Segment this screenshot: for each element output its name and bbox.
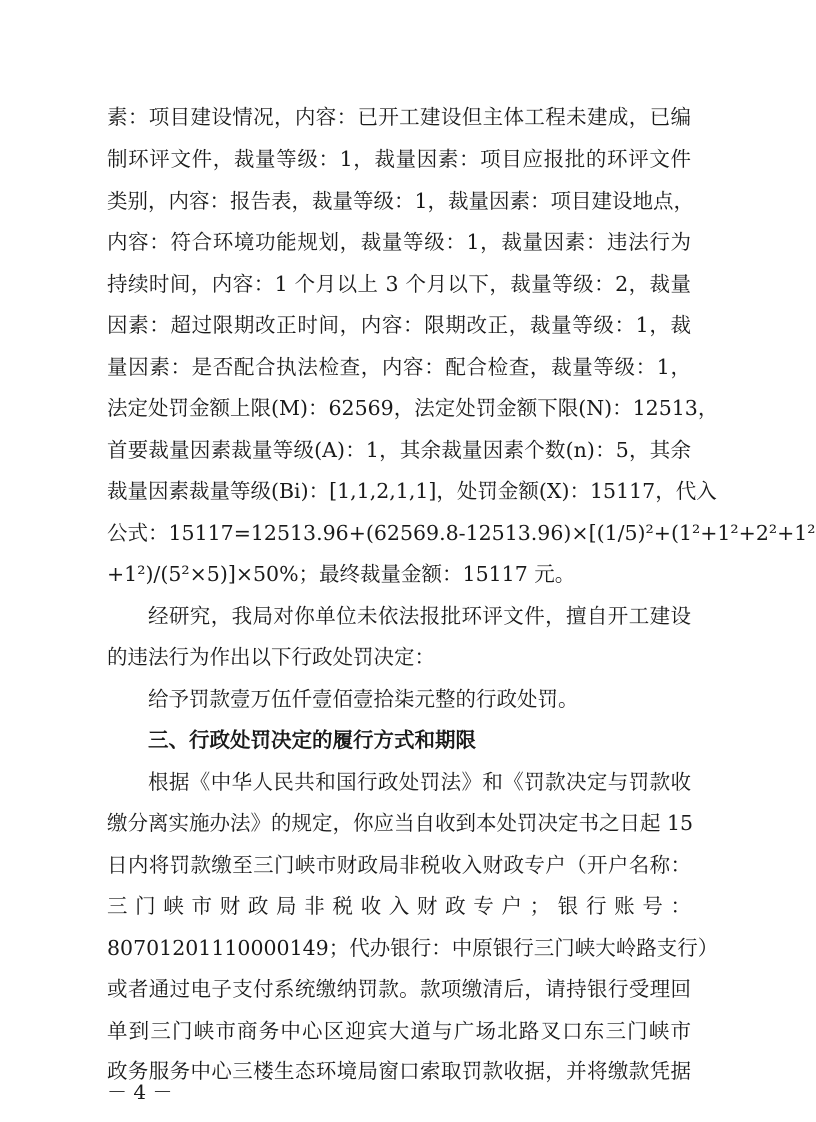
body-text-line: 类别，内容：报告表，裁量等级：1，裁量因素：项目建设地点， — [107, 189, 695, 213]
page-number: － 4 － — [107, 1080, 173, 1104]
body-text-line: 素：项目建设情况，内容：已开工建设但主体工程未建成，已编 — [107, 105, 691, 129]
formula-line: 公式：15117=12513.96+(62569.8-12513.96)×[(1/5)²+(1²+1²+2²+1² — [107, 521, 816, 545]
section-heading: 三、行政处罚决定的履行方式和期限 — [148, 728, 476, 752]
body-text-line: 量因素：是否配合执法检查，内容：配合检查，裁量等级：1， — [107, 355, 691, 379]
penalty-decision-line: 给予罚款壹万伍仟壹佰壹拾柒元整的行政处罚。 — [148, 687, 579, 711]
paragraph-line: 单到三门峡市商务中心区迎宾大道与广场北路叉口东三门峡市 — [107, 1019, 691, 1043]
paragraph-line: 政务服务中心三楼生态环境局窗口索取罚款收据，并将缴款凭据 — [107, 1059, 691, 1083]
body-text-line: 裁量因素裁量等级(Bi)：[1,1,2,1,1]，处罚金额(X)：15117，代入 — [107, 479, 717, 503]
body-text-line: 因素：超过限期改正时间，内容：限期改正，裁量等级：1，裁 — [107, 313, 691, 337]
body-text-line: 首要裁量因素裁量等级(A)：1，其余裁量因素个数(n)：5，其余 — [107, 438, 691, 462]
formula-line: +1²)/(5²×5)]×50%；最终裁量金额：15117 元。 — [107, 562, 576, 586]
paragraph-line: 缴分离实施办法》的规定，你应当自收到本处罚决定书之日起 15 — [107, 811, 694, 835]
body-text-line: 内容：符合环境功能规划，裁量等级：1，裁量因素：违法行为 — [107, 230, 691, 254]
body-text-line: 持续时间，内容：1 个月以上 3 个月以下，裁量等级：2，裁量 — [107, 272, 691, 296]
paragraph-line: 经研究，我局对你单位未依法报批环评文件，擅自开工建设 — [148, 604, 691, 628]
paragraph-line: 三门峡市财政局非税收入财政专户；银行账号： — [107, 894, 691, 918]
body-text-line: 法定处罚金额上限(M)：62569，法定处罚金额下限(N)：12513， — [107, 396, 719, 420]
paragraph-line: 根据《中华人民共和国行政处罚法》和《罚款决定与罚款收 — [148, 770, 691, 794]
paragraph-line: 日内将罚款缴至三门峡市财政局非税收入财政专户（开户名称： — [107, 853, 691, 877]
body-text-line: 制环评文件，裁量等级：1，裁量因素：项目应报批的环评文件 — [107, 147, 691, 171]
paragraph-line: 80701201110000149；代办银行：中原银行三门峡大岭路支行） — [107, 936, 719, 960]
paragraph-line: 或者通过电子支付系统缴纳罚款。款项缴清后，请持银行受理回 — [107, 977, 691, 1001]
paragraph-line: 的违法行为作出以下行政处罚决定： — [107, 645, 435, 669]
